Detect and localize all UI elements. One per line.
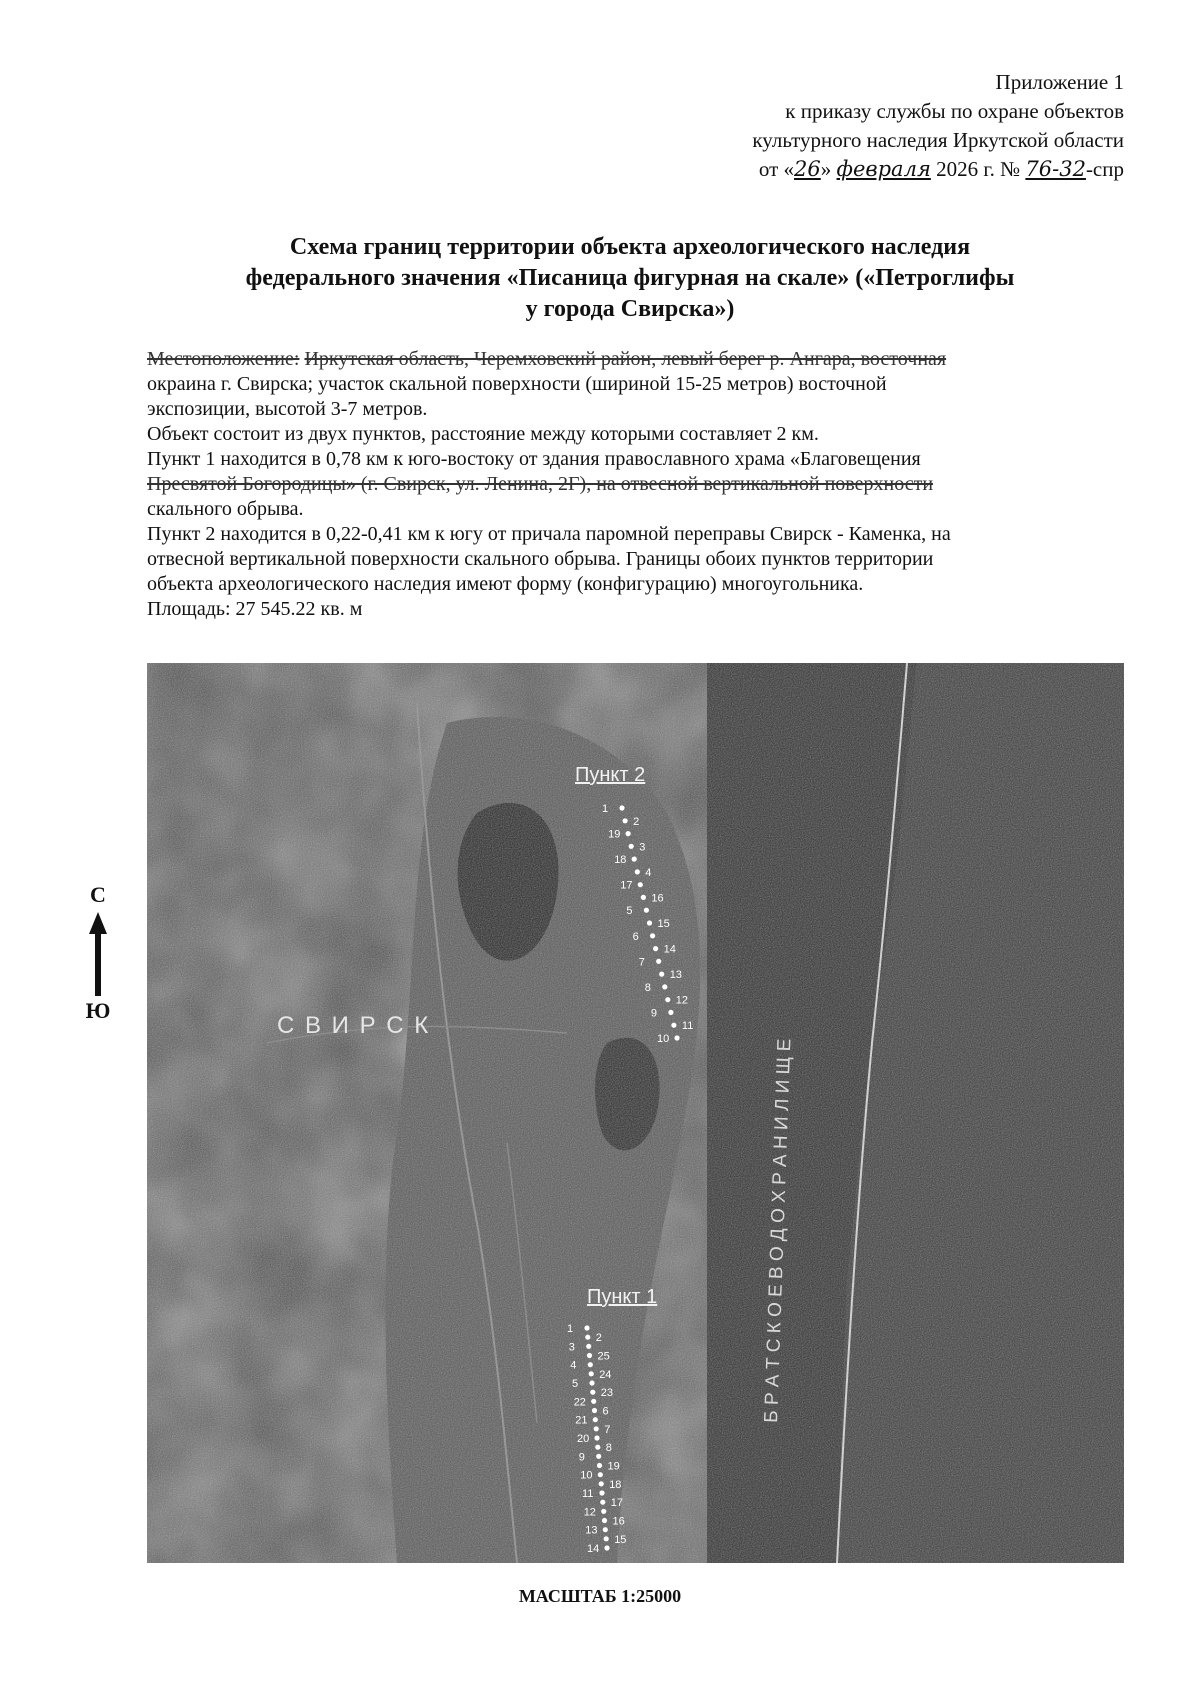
point1-number: 5 [572,1378,579,1390]
point1-number: 2 [595,1332,602,1345]
point1-marker [594,1435,599,1440]
point1-number: 19 [607,1460,620,1473]
location-text-1: Иркутская область, Черемховский район, левый берег р. Ангара, восточная [304,348,947,370]
point2-number: 6 [632,930,639,943]
satellite-map [147,663,1124,1563]
location-text-2: окраина г. Свирска; участок скальной поверхности (шириной 15-25 метров) восточной [147,373,887,395]
point2-number: 11 [681,1020,694,1033]
point1-marker [594,1426,599,1431]
point1-marker [604,1545,609,1550]
date-mid: » [820,157,832,181]
map-image [147,663,1124,1563]
point1-marker [602,1518,607,1523]
point2-line-2: отвесной вертикальной поверхности скального обрыва. Границы обоих пунктов территории [147,548,934,570]
point2-number: 18 [614,854,627,867]
document-title [130,232,1130,325]
point1-paragraph [147,447,1123,522]
location-paragraph [147,347,1123,422]
point2-marker [671,1023,676,1028]
appendix-header [604,68,1124,184]
point2-marker [650,933,655,938]
point1-marker [603,1527,608,1532]
point2-marker [632,857,637,862]
point2-line-3: объекта археологического наследия имеют форму (конфигурацию) многоугольника. [147,573,864,595]
point1-marker [585,1335,590,1340]
point1-number: 24 [599,1368,612,1381]
point2-marker [662,984,667,989]
point2-marker [641,895,646,900]
appendix-line-2: к приказу службы по охране объектов [785,99,1124,123]
point1-label: Пункт 1 [587,1286,658,1308]
point1-marker [596,1454,601,1459]
point2-number: 16 [651,892,664,905]
point1-number: 20 [577,1433,590,1445]
point1-number: 3 [568,1341,575,1354]
point2-marker [644,908,649,913]
point1-line-1: Пункт 1 находится в 0,78 км к юго-востоку от здания православного храма «Благовещения [147,448,921,470]
point1-number: 22 [573,1396,586,1409]
point2-number: 14 [663,943,676,956]
appendix-line-1: Приложение 1 [995,70,1124,94]
point1-number: 25 [597,1350,610,1363]
point1-marker [589,1371,594,1376]
point2-line-1: Пункт 2 находится в 0,22-0,41 км к югу от причала паромной переправы Свирск - Каменка, на [147,523,951,545]
point2-marker [665,997,670,1002]
point2-number: 9 [650,1007,658,1020]
point2-number: 12 [675,994,689,1007]
map-scale: МАСШТАБ 1:25000 [518,1586,682,1606]
point1-marker [600,1500,605,1505]
date-year: 2026 г. № [936,157,1021,181]
point2-paragraph [147,522,1123,597]
north-arrow [78,882,118,1022]
location-text-3: экспозиции, высотой 3-7 метров. [147,398,428,420]
city-label: С В И Р С К [277,1012,431,1039]
point1-number: 9 [578,1451,585,1464]
point1-number: 18 [609,1478,622,1491]
point1-line-2: Пресвятой Богородицы» (г. Свирск, ул. Ленина, 2Г), на отвесной вертикальной поверхности [147,473,934,495]
point2-marker [626,831,631,836]
reservoir-label: Б Р А Т С К О Е В О Д О Х Р А Н И Л И Щ Е [761,1038,796,1424]
compass-south: Ю [85,998,111,1023]
location-label: Местоположение: [147,348,300,370]
order-number: 76-32 [1025,157,1086,181]
appendix-date-line [604,155,1124,184]
point1-line-3: скального обрыва. [147,498,304,520]
point2-number: 5 [626,905,633,918]
point1-marker [590,1390,595,1395]
point2-number: 4 [645,866,652,879]
point1-marker [598,1472,603,1477]
point2-number: 17 [620,879,633,892]
point1-number: 15 [614,1533,627,1546]
title-line-1: Схема границ территории объекта археологического наследия [289,234,971,260]
point1-number: 21 [575,1414,588,1427]
point1-marker [601,1509,606,1514]
point1-number: 10 [580,1469,593,1482]
point2-marker [668,1010,673,1015]
point1-number: 23 [600,1387,614,1400]
title-line-3: у города Свирска») [525,296,735,322]
date-prefix: от « [758,157,795,181]
point2-marker [659,972,664,977]
point2-marker [623,818,628,823]
point1-number: 17 [610,1497,624,1510]
point2-marker [635,869,640,874]
point2-number: 3 [639,841,646,854]
point2-number: 8 [644,981,651,994]
point2-label: Пункт 2 [575,764,646,786]
date-month: февраля [836,157,931,181]
point1-number: 13 [585,1524,598,1537]
point1-number: 6 [602,1405,609,1418]
point1-marker [593,1417,598,1422]
point2-marker [619,805,624,810]
point1-marker [595,1445,600,1450]
point2-marker [653,946,658,951]
point1-number: 16 [612,1515,625,1528]
area-text: Площадь: 27 545.22 кв. м [147,598,363,620]
point1-marker [604,1536,609,1541]
point2-marker [638,882,643,887]
point1-number: 7 [604,1423,611,1436]
point1-number: 4 [570,1359,577,1372]
point2-number: 1 [602,803,609,815]
point1-marker [592,1408,597,1413]
date-day: 26 [794,157,821,181]
points-count: Объект состоит из двух пунктов, расстояние между которыми составляет 2 км. [147,423,819,445]
point1-marker [599,1481,604,1486]
appendix-line-3: культурного наследия Иркутской области [752,128,1124,152]
point2-marker [674,1035,679,1040]
point2-marker [629,844,634,849]
compass-north: С [90,882,106,907]
title-line-2: федерального значения «Писаница фигурная на скале» («Петроглифы [245,265,1015,291]
point2-number: 19 [608,828,621,841]
point1-marker [599,1490,604,1495]
point2-number: 15 [657,918,670,930]
point1-marker [587,1353,592,1358]
point2-number: 13 [669,969,682,982]
point1-number: 11 [582,1488,594,1500]
point1-marker [597,1463,602,1468]
point2-marker [656,959,661,964]
point1-number: 1 [567,1323,574,1335]
point1-marker [591,1399,596,1404]
point2-number: 2 [633,815,640,828]
order-suffix: -спр [1085,157,1124,181]
point1-number: 8 [605,1442,612,1455]
point1-marker [588,1362,593,1367]
point2-number: 7 [638,956,645,969]
point1-number: 14 [587,1543,600,1555]
document-body [147,347,1123,622]
point2-marker [647,920,652,925]
point1-marker [584,1325,589,1330]
point1-marker [586,1344,591,1349]
point1-marker [589,1380,594,1385]
point2-number: 10 [657,1033,670,1045]
point1-number: 12 [583,1506,596,1519]
